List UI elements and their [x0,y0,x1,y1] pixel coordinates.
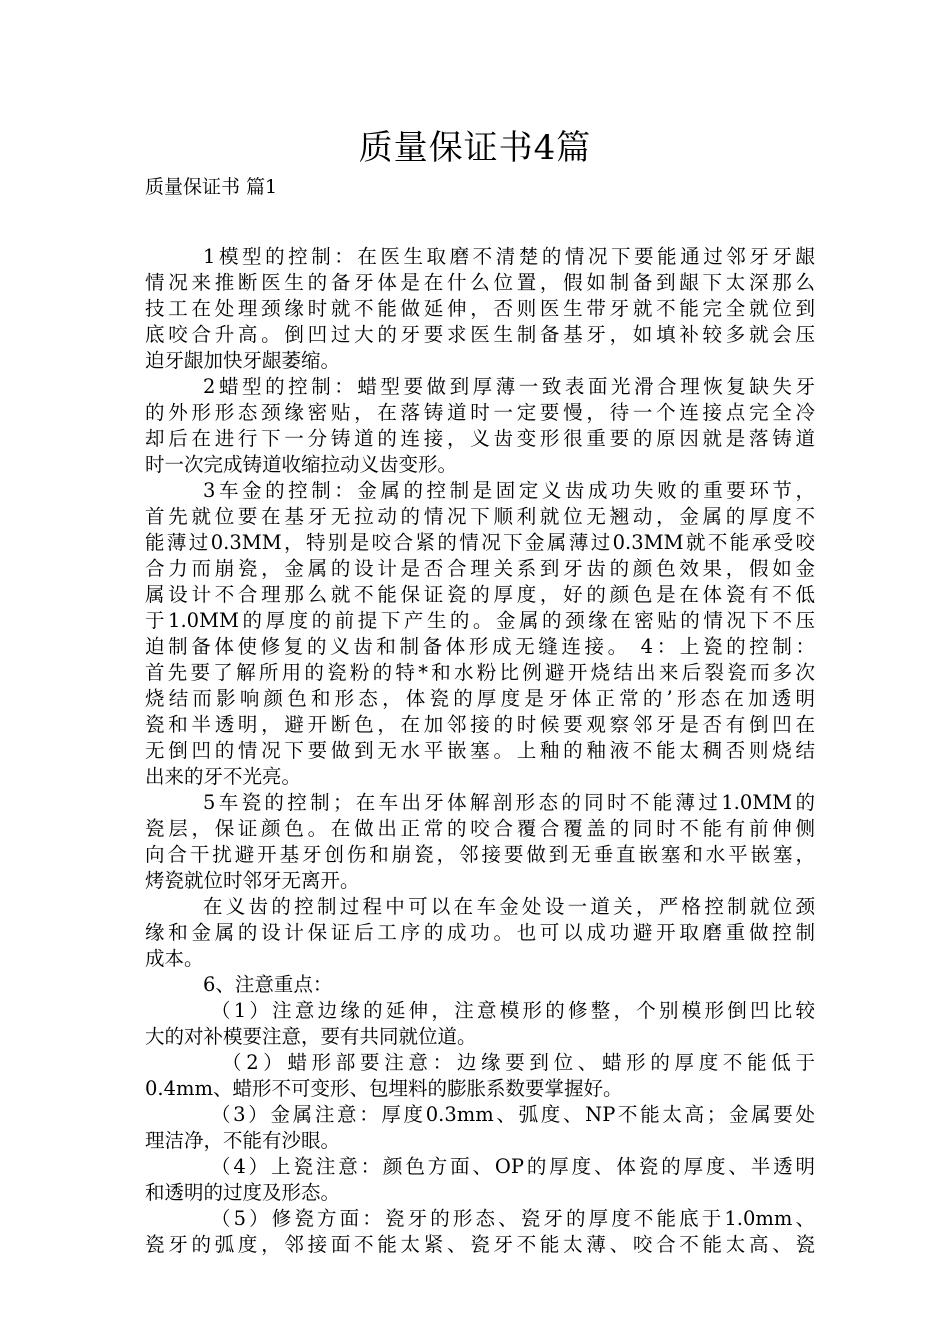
text-line: （3）金属注意：厚度0.3mm、弧度、NP不能太高；金属要处 [211,1103,815,1126]
text-line: 理洁净，不能有沙眼。 [145,1129,341,1152]
text-line: 瓷层，保证颜色。在做出正常的咬合覆合覆盖的同时不能有前伸侧 [145,817,815,840]
text-line: 烧结而影响颜色和形态，体瓷的厚度是牙体正常的’形态在加透明 [145,687,815,710]
text-line: 瓷牙的弧度，邻接面不能太紧、瓷牙不能太薄、咬合不能太高、瓷 [145,1233,815,1256]
text-line: （2）蜡形部要注意：边缘要到位、蜡形的厚度不能低于 [222,1051,815,1074]
text-line: 缘和金属的设计保证后工序的成功。也可以成功避开取磨重做控制 [145,921,815,944]
text-line: 底咬合升高。倒凹过大的牙要求医生制备基牙，如填补较多就会压 [145,323,815,346]
text-line: 5车瓷的控制；在车出牙体解剖形态的同时不能薄过1.0MM的 [203,791,815,814]
text-line: 于1.0MM的厚度的前提下产生的。金属的颈缘在密贴的情况下不压 [145,609,815,632]
text-line: 无倒凹的情况下要做到无水平嵌塞。上釉的釉液不能太稠否则烧结 [145,739,815,762]
text-line: 0.4mm、蜡形不可变形、包埋料的膨胀系数要掌握好。 [145,1077,623,1100]
text-line: 和透明的过度及形态。 [145,1181,341,1204]
text-line: 6、注意重点： [203,973,333,996]
document-body [145,244,815,1258]
section-heading: 质量保证书 篇1 [145,176,278,198]
text-line: 的外形形态颈缘密贴，在落铸道时一定要慢，待一个连接点完全冷 [145,401,815,424]
text-line: 出来的牙不光亮。 [145,765,302,788]
text-line: 首先要了解所用的瓷粉的特*和水粉比例避开烧结出来后裂瓷而多次 [145,661,815,684]
text-line: 向合干扰避开基牙创伤和崩瓷，邻接要做到无垂直嵌塞和水平嵌塞， [145,843,815,866]
text-line: （5）修瓷方面：瓷牙的形态、瓷牙的厚度不能底于1.0mm、 [211,1207,815,1230]
text-line: 迫制备体使修复的义齿和制备体形成无缝连接。 4：上瓷的控制： [145,635,815,658]
text-line: （1）注意边缘的延伸，注意模形的修整，个别模形倒凹比较 [211,999,815,1022]
text-line: 瓷和半透明，避开断色，在加邻接的时候要观察邻牙是否有倒凹在 [145,713,815,736]
text-line: 却后在进行下一分铸道的连接，义齿变形很重要的原因就是落铸道 [145,427,815,450]
text-line: 属设计不合理那么就不能保证瓷的厚度，好的颜色是在体瓷有不低 [145,583,815,606]
text-line: 在义齿的控制过程中可以在车金处设一道关，严格控制就位颈 [203,895,815,918]
text-line: 合力而崩瓷，金属的设计是否合理关系到牙齿的颜色效果，假如金 [145,557,815,580]
text-line: 迫牙龈加快牙龈萎缩。 [145,349,341,372]
text-line: 情况来推断医生的备牙体是在什么位置，假如制备到龈下太深那么 [145,271,815,294]
text-line: 技工在处理颈缘时就不能做延伸，否则医生带牙就不能完全就位到 [145,297,815,320]
text-line: 能薄过0.3MM，特别是咬合紧的情况下金属薄过0.3MM就不能承受咬 [145,531,815,554]
document-title: 质量保证书4篇 [358,128,592,168]
text-line: 1模型的控制：在医生取磨不清楚的情况下要能通过邻牙牙龈 [203,245,815,268]
text-line: 烤瓷就位时邻牙无离开。 [145,869,360,892]
text-line: （4）上瓷注意：颜色方面、OP的厚度、体瓷的厚度、半透明 [211,1155,815,1178]
text-line: 大的对补模要注意，要有共同就位道。 [145,1025,477,1048]
text-line: 时一次完成铸道收缩拉动义齿变形。 [145,453,458,476]
text-line: 成本。 [145,947,204,970]
text-line: 3车金的控制：金属的控制是固定义齿成功失败的重要环节， [203,479,815,502]
text-line: 2蜡型的控制：蜡型要做到厚薄一致表面光滑合理恢复缺失牙 [203,375,815,398]
text-line: 首先就位要在基牙无拉动的情况下顺利就位无翘动，金属的厚度不 [145,505,815,528]
